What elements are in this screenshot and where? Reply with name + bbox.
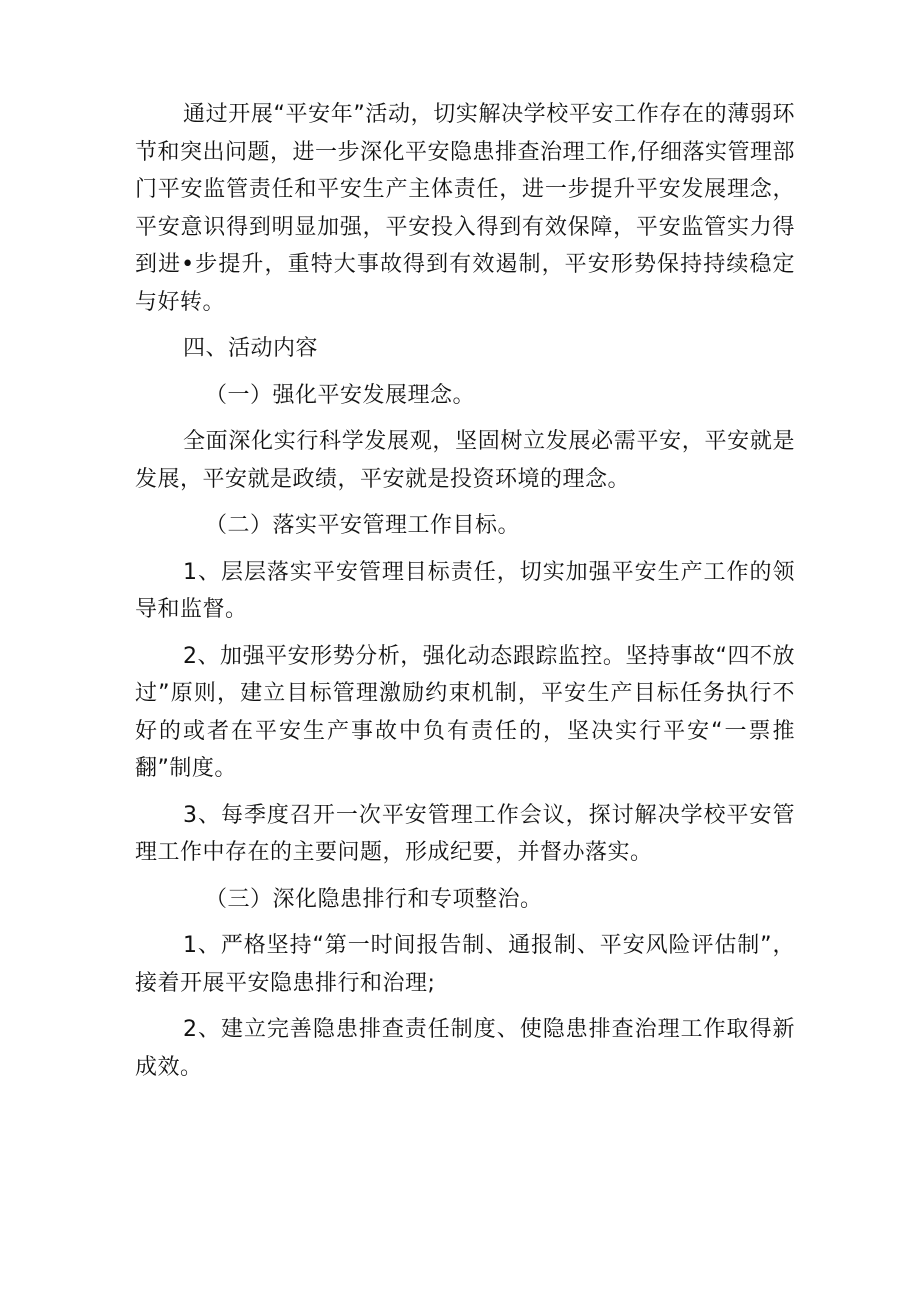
list-item-goal-3: 3、每季度召开一次平安管理工作会议，探讨解决学校平安管理工作中存在的主要问题，形成纪要，并督办落实。	[135, 802, 795, 865]
paragraph-concept: 全面深化实行科学发展观，坚固树立发展必需平安，平安就是发展，平安就是政绩，平安就是投资环境的理念。	[135, 429, 795, 492]
list-item-goal-1: 1、层层落实平安管理目标责任，切实加强平安生产工作的领导和监督。	[135, 559, 795, 622]
list-item-hazard-1: 1、严格坚持“第一时间报告制、通报制、平安风险评估制”，接着开展平安隐患排行和治理;	[135, 933, 795, 996]
subheading-management-goals: （二）落实平安管理工作目标。	[205, 513, 521, 538]
document-body	[135, 96, 795, 1095]
intro-paragraph: 通过开展“平安年”活动，切实解决学校平安工作存在的薄弱环节和突出问题，进一步深化平安隐患排查治理工作,仔细落实管理部门平安监管责任和平安生产主体责任，进一步提升平安发展理念，平安意识得到明显加强，平安投入得到有效保障，平安监管实力得到进•步提升，重特大事故得到有效遏制，平安形势保持持续稳定与好转。	[135, 102, 795, 315]
subheading-hazard-rectification: （三）深化隐患排行和专项整治。	[205, 886, 543, 912]
list-item-hazard-2: 2、建立完善隐患排查责任制度、使隐患排查治理工作取得新成效。	[135, 1017, 795, 1080]
list-item-goal-2: 2、加强平安形势分析，强化动态跟踪监控。坚持事故“四不放过”原则，建立目标管理激励约束机制，平安生产目标任务执行不好的或者在平安生产事故中负有责任的，坚决实行平安“一票推翻”制度。	[135, 643, 795, 781]
subheading-strengthen-concept: （一）强化平安发展理念。	[205, 382, 476, 408]
section-heading-activity-content: 四、活动内容	[183, 336, 319, 361]
